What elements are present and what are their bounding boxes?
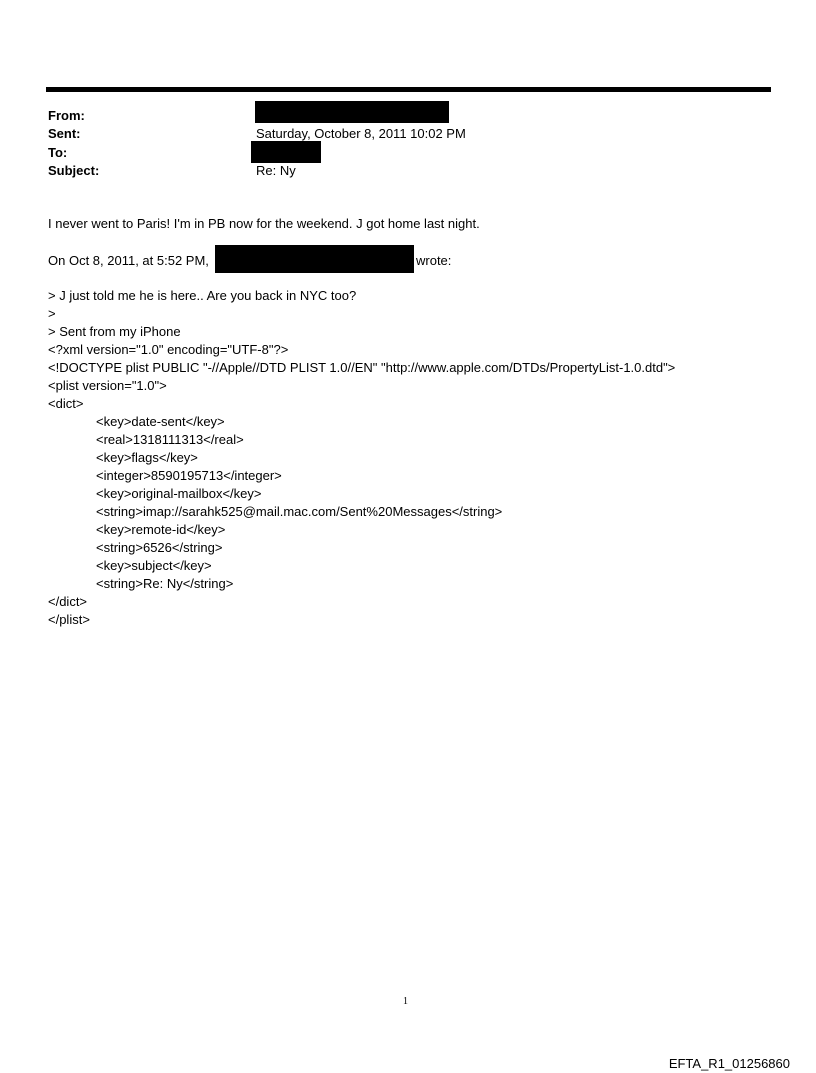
plist-line: <string>6526</string> bbox=[96, 540, 223, 555]
plist-line: <key>subject</key> bbox=[96, 558, 212, 573]
plist-line: <key>remote-id</key> bbox=[96, 522, 226, 537]
subject-value: Re: Ny bbox=[256, 163, 296, 178]
message-body-line: I never went to Paris! I'm in PB now for the weekend. J got home last night. bbox=[48, 216, 480, 231]
from-label: From: bbox=[48, 108, 85, 123]
from-redaction bbox=[255, 101, 449, 123]
plist-line: <!DOCTYPE plist PUBLIC "-//Apple//DTD PLIST 1.0//EN" "http://www.apple.com/DTDs/PropertyList-1.0.dtd"> bbox=[48, 360, 676, 375]
page-number: 1 bbox=[403, 996, 408, 1007]
plist-line: <string>imap://sarahk525@mail.mac.com/Sent%20Messages</string> bbox=[96, 504, 503, 519]
quote-intro-suffix: wrote: bbox=[416, 253, 452, 268]
header-rule bbox=[46, 87, 771, 92]
sender-redaction bbox=[215, 245, 414, 273]
sent-value: Saturday, October 8, 2011 10:02 PM bbox=[256, 126, 466, 141]
plist-line: </plist> bbox=[48, 612, 90, 627]
plist-line: <?xml version="1.0" encoding="UTF-8"?> bbox=[48, 342, 289, 357]
plist-line: <dict> bbox=[48, 396, 84, 411]
plist-line: <real>1318111313</real> bbox=[96, 432, 244, 447]
plist-line: </dict> bbox=[48, 594, 88, 609]
plist-line: <plist version="1.0"> bbox=[48, 378, 167, 393]
plist-line: <string>Re: Ny</string> bbox=[96, 576, 234, 591]
to-redaction bbox=[251, 141, 321, 163]
plist-line: <key>flags</key> bbox=[96, 450, 198, 465]
to-label: To: bbox=[48, 145, 68, 160]
quoted-line: > bbox=[48, 306, 56, 321]
subject-label: Subject: bbox=[48, 163, 100, 178]
plist-line: <key>original-mailbox</key> bbox=[96, 486, 262, 501]
quoted-line: > J just told me he is here.. Are you back in NYC too? bbox=[48, 288, 357, 303]
quote-intro-prefix: On Oct 8, 2011, at 5:52 PM, bbox=[48, 253, 209, 268]
sent-label: Sent: bbox=[48, 126, 81, 141]
plist-line: <key>date-sent</key> bbox=[96, 414, 225, 429]
quoted-line: > Sent from my iPhone bbox=[48, 324, 181, 339]
bates-number: EFTA_R1_01256860 bbox=[668, 1056, 790, 1071]
plist-line: <integer>8590195713</integer> bbox=[96, 468, 282, 483]
